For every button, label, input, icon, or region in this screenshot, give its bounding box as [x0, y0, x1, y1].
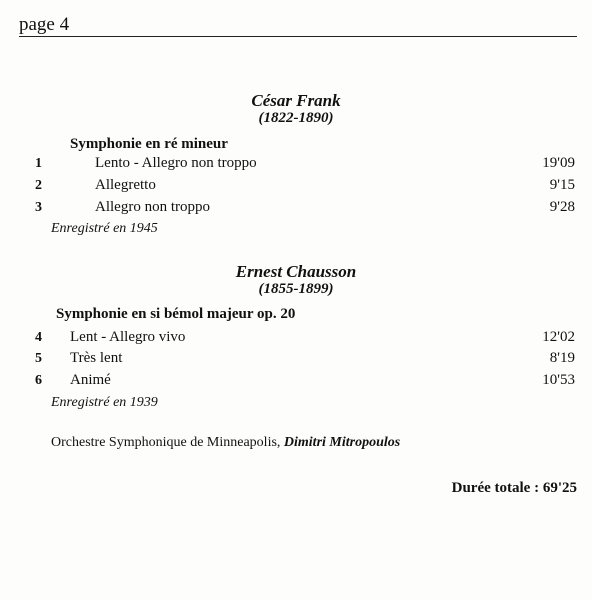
- track-number: 1: [35, 156, 42, 171]
- track-number: 2: [35, 178, 42, 193]
- track-duration: 19'09: [542, 155, 575, 171]
- track-title: Lent - Allegro vivo: [70, 329, 186, 345]
- track-number: 5: [35, 351, 42, 366]
- track-title: Lento - Allegro non troppo: [95, 155, 257, 171]
- track-duration: 10'53: [542, 372, 575, 388]
- composer-dates: (1822-1890): [258, 110, 334, 126]
- orchestra-name: Orchestre Symphonique de Minneapolis,: [51, 435, 281, 450]
- total-duration: Durée totale : 69'25: [451, 480, 577, 496]
- performer-credit: [51, 435, 400, 451]
- work-title: Symphonie en si bémol majeur op. 20: [56, 306, 296, 322]
- track-title: Animé: [70, 372, 111, 388]
- composer-name: César Frank: [251, 91, 341, 110]
- track-duration: 12'02: [542, 329, 575, 345]
- track-number: 3: [35, 200, 42, 215]
- track-title: Très lent: [70, 350, 123, 366]
- track-title: Allegretto: [95, 177, 156, 193]
- conductor-name: Dimitri Mitropoulos: [283, 435, 401, 450]
- track-number: 6: [35, 373, 42, 388]
- track-duration: 9'28: [549, 199, 575, 215]
- header-rule: [19, 36, 577, 37]
- track-title: Allegro non troppo: [95, 199, 210, 215]
- recording-date: Enregistré en 1945: [51, 221, 158, 236]
- track-duration: 9'15: [549, 177, 575, 193]
- work-title: Symphonie en ré mineur: [70, 136, 228, 152]
- track-number: 4: [35, 330, 42, 345]
- recording-date: Enregistré en 1939: [51, 395, 158, 410]
- page-number: page 4: [19, 14, 70, 35]
- composer-dates: (1855-1899): [258, 281, 334, 297]
- track-duration: 8'19: [549, 350, 575, 366]
- composer-name: Ernest Chausson: [235, 262, 357, 281]
